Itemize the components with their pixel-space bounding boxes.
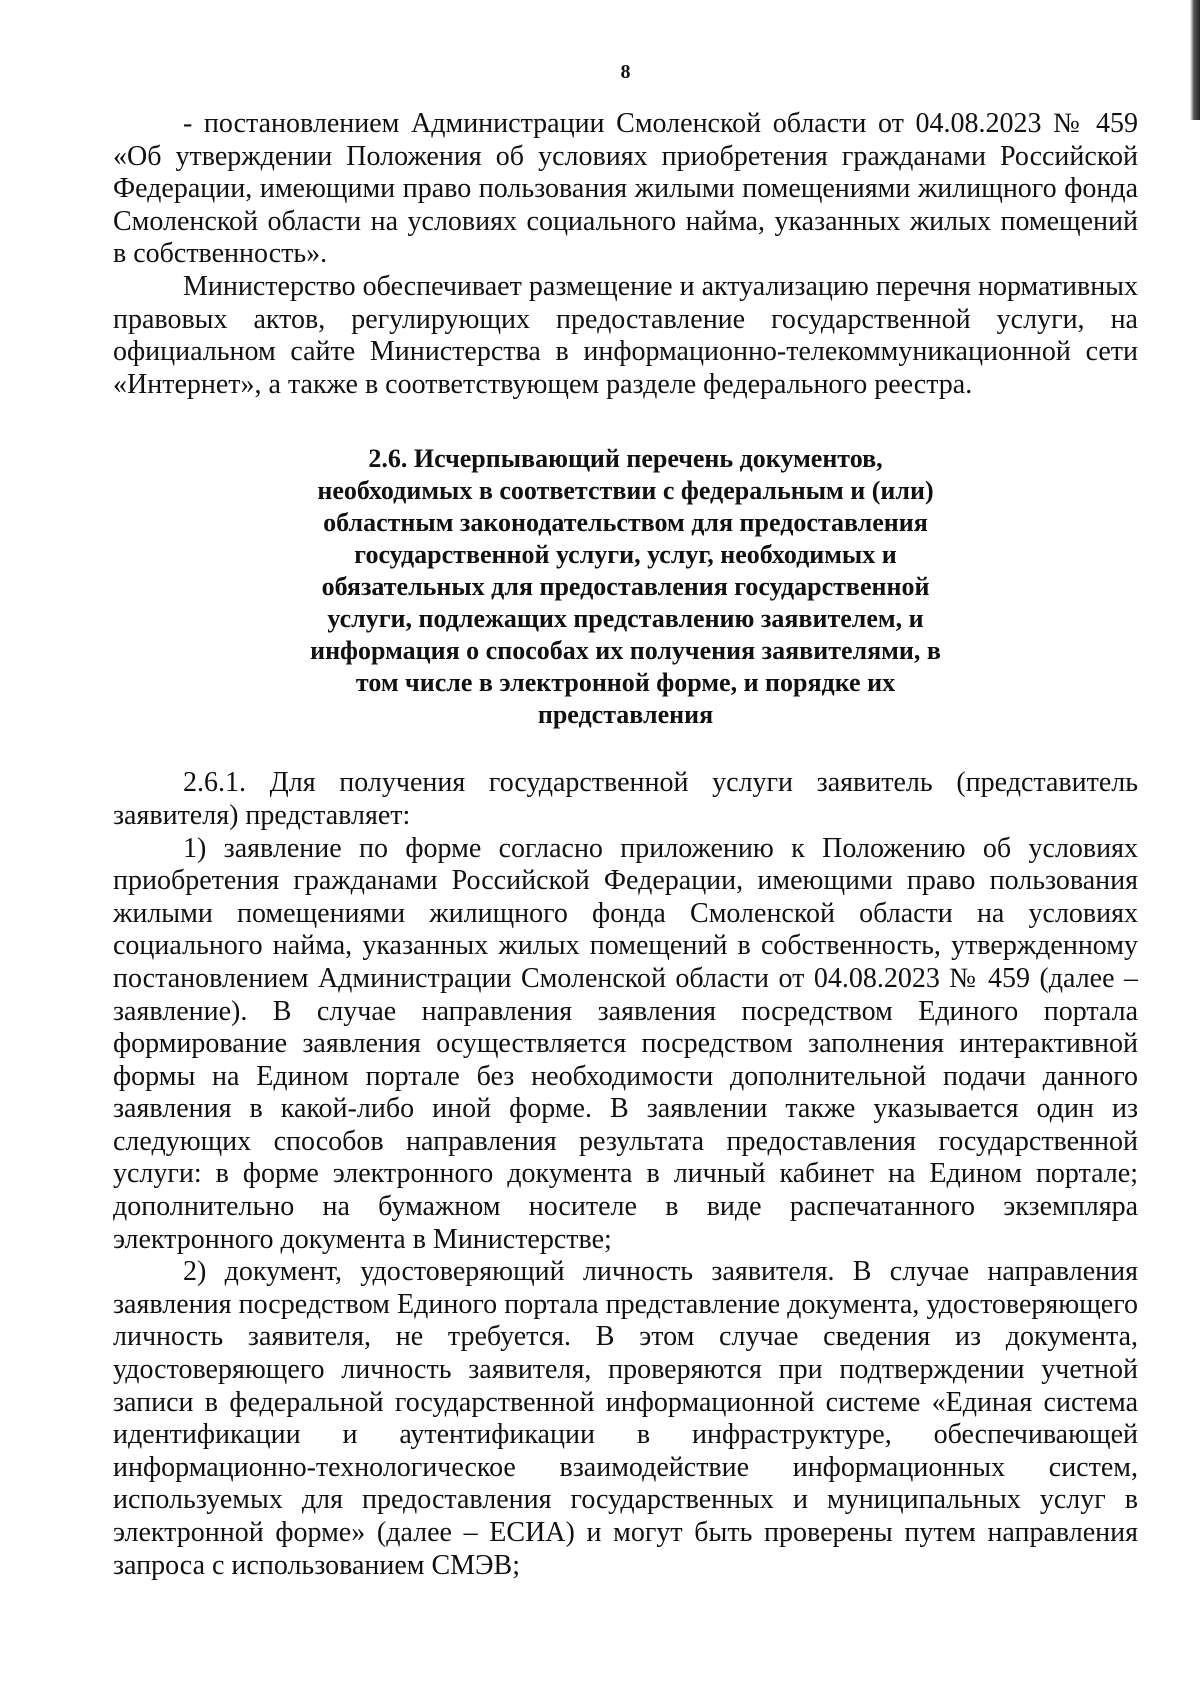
heading-line: необходимых в соответствии с федеральным и (или) [317,476,934,506]
paragraph-item-1-application: 1) заявление по форме согласно приложению к Положению об условиях приобретения гражданами Российской Федерации, имеющими право пользования жилыми помещениями жилищного фонда Смоленской области на условиях социального найма, указанных жилых помещений в собственность, утвержденному постановлением Администрации Смоленской области от 04.08.2023 № 459 (далее – заявление). В случае направления заявления посредством Единого портала формирование заявления осуществляется посредством заполнения интерактивной формы на Едином портале без необходимости дополнительной подачи данного заявления в какой-либо иной форме. В заявлении также указывается один из следующих способов направления результата предоставления государственной услуги: в форме электронного документа в личный кабинет на Едином портале; дополнительно на бумажном носителе в виде распечатанного экземпляра электронного документа в Министерстве; [113,832,1138,1255]
paragraph-ministry-publication: Министерство обеспечивает размещение и актуализацию перечня нормативных правовых актов, регулирующих предоставление государственной услуги, на официальном сайте Министерства в информационно-телекоммуникационной сети «Интернет», а также в соответствующем разделе федерального реестра. [113,270,1138,400]
heading-line: информация о способах их получения заявителями, в [310,636,941,666]
document-page [113,58,1138,1582]
heading-line: том числе в электронной форме, и порядке их [355,668,896,698]
heading-line: представления [537,700,714,730]
heading-line: обязательных для предоставления государственной [321,572,930,602]
heading-line: услуги, подлежащих представлению заявителем, и [327,604,924,634]
heading-line: государственной услуги, услуг, необходимых и [354,540,897,570]
paragraph-item-2-identity-document: 2) документ, удостоверяющий личность заявителя. В случае направления заявления посредством Единого портала представление документа, удостоверяющего личность заявителя, не требуется. В этом случае сведения из документа, удостоверяющего личность заявителя, проверяются при подтверждении учетной записи в федеральной государственной информационной системе «Единая система идентификации и аутентификации в инфраструктуре, обеспечивающей информационно-технологическое взаимодействие информационных систем, используемых для предоставления государственных и муниципальных услуг в электронной форме» (далее – ЕСИА) и могут быть проверены путем направления запроса с использованием СМЭВ; [113,1256,1138,1581]
page-number: 8 [620,61,631,83]
scan-edge-shadow [1190,0,1200,120]
heading-line: 2.6. Исчерпывающий перечень документов, [368,444,883,474]
paragraph-resolution-reference: - постановлением Администрации Смоленской области от 04.08.2023 № 459 «Об утверждении Положения об условиях приобретения гражданами Российской Федерации, имеющими право пользования жилыми помещениями жилищного фонда Смоленской области на условиях социального найма, указанных жилых помещений в собственность». [113,108,1138,270]
section-heading [113,443,1138,731]
heading-line: областным законодательством для предоставления [323,508,928,538]
paragraph-2-6-1: 2.6.1. Для получения государственной услуги заявитель (представитель заявителя) представляет: [113,767,1138,831]
